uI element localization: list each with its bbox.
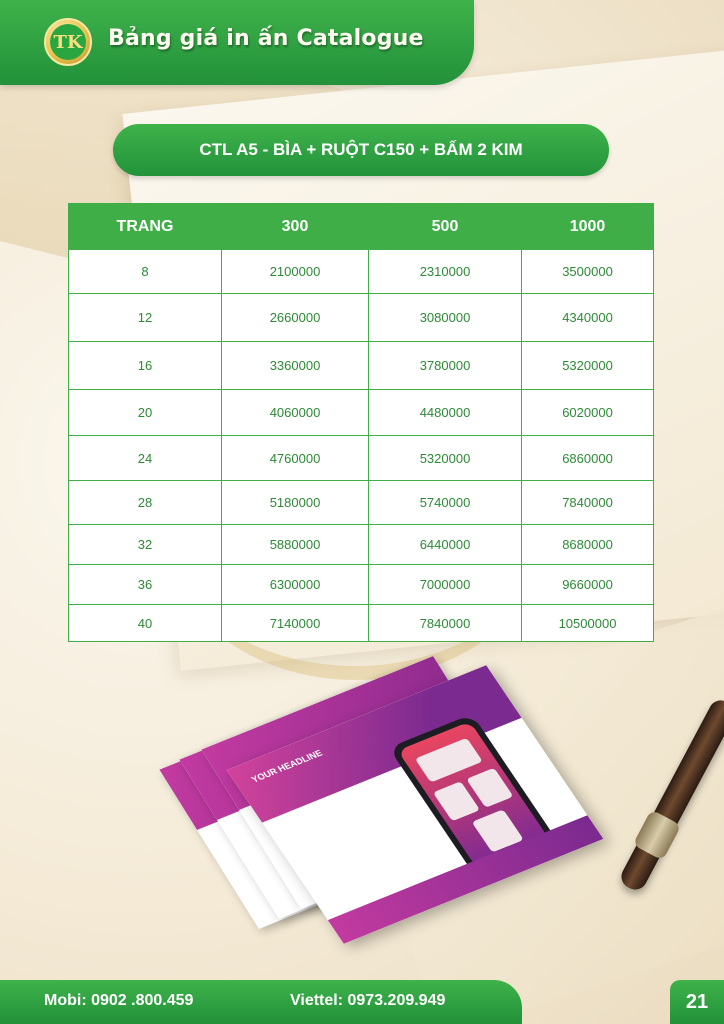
footer-banner	[0, 980, 522, 1024]
company-logo	[44, 18, 92, 66]
price-table	[68, 203, 654, 642]
table-row	[69, 436, 654, 481]
page-title: Bảng giá in ấn Catalogue	[108, 26, 424, 51]
cell-price: 6860000	[522, 436, 654, 481]
cell-price: 4480000	[369, 390, 522, 436]
price-table-container	[68, 203, 653, 642]
cell-price: 2100000	[222, 250, 369, 294]
header-pages: TRANG	[69, 204, 222, 250]
cell-price: 2660000	[222, 294, 369, 342]
cell-price: 6300000	[222, 565, 369, 605]
cell-price: 10500000	[522, 605, 654, 642]
page-number: 21	[670, 980, 724, 1024]
mobi-phone: Mobi: 0902 .800.459	[44, 992, 194, 1009]
cell-price: 7840000	[522, 481, 654, 525]
cell-price: 5320000	[369, 436, 522, 481]
cell-price: 3080000	[369, 294, 522, 342]
cell-price: 6440000	[369, 525, 522, 565]
cell-price: 5320000	[522, 342, 654, 390]
cell-price: 5880000	[222, 525, 369, 565]
header-qty-1000: 1000	[522, 204, 654, 250]
cell-price: 4340000	[522, 294, 654, 342]
cell-pages: 16	[69, 342, 222, 390]
cell-price: 9660000	[522, 565, 654, 605]
cell-pages: 20	[69, 390, 222, 436]
brochure-illustration	[180, 680, 580, 940]
cell-price: 4060000	[222, 390, 369, 436]
brochure-headline: YOUR HEADLINE	[249, 748, 325, 785]
table-row	[69, 342, 654, 390]
cell-price: 7840000	[369, 605, 522, 642]
table-row	[69, 481, 654, 525]
cell-price: 5180000	[222, 481, 369, 525]
cell-pages: 40	[69, 605, 222, 642]
table-header-row	[69, 204, 654, 250]
cell-pages: 36	[69, 565, 222, 605]
product-subtitle: CTL A5 - BÌA + RUỘT C150 + BẤM 2 KIM	[113, 124, 609, 176]
table-row	[69, 605, 654, 642]
cell-price: 7000000	[369, 565, 522, 605]
table-row	[69, 525, 654, 565]
table-row	[69, 250, 654, 294]
cell-price: 2310000	[369, 250, 522, 294]
cell-price: 3780000	[369, 342, 522, 390]
cell-pages: 28	[69, 481, 222, 525]
cell-pages: 24	[69, 436, 222, 481]
cell-price: 3360000	[222, 342, 369, 390]
cell-price: 3500000	[522, 250, 654, 294]
cell-price: 8680000	[522, 525, 654, 565]
cell-pages: 32	[69, 525, 222, 565]
cell-pages: 12	[69, 294, 222, 342]
header-banner	[0, 0, 474, 85]
table-row	[69, 565, 654, 605]
cell-price: 7140000	[222, 605, 369, 642]
header-qty-500: 500	[369, 204, 522, 250]
header-qty-300: 300	[222, 204, 369, 250]
table-row	[69, 390, 654, 436]
cell-pages: 8	[69, 250, 222, 294]
cell-price: 4760000	[222, 436, 369, 481]
viettel-phone: Viettel: 0973.209.949	[290, 992, 446, 1009]
cell-price: 5740000	[369, 481, 522, 525]
table-row	[69, 294, 654, 342]
logo-mark: TK	[50, 24, 86, 60]
cell-price: 6020000	[522, 390, 654, 436]
